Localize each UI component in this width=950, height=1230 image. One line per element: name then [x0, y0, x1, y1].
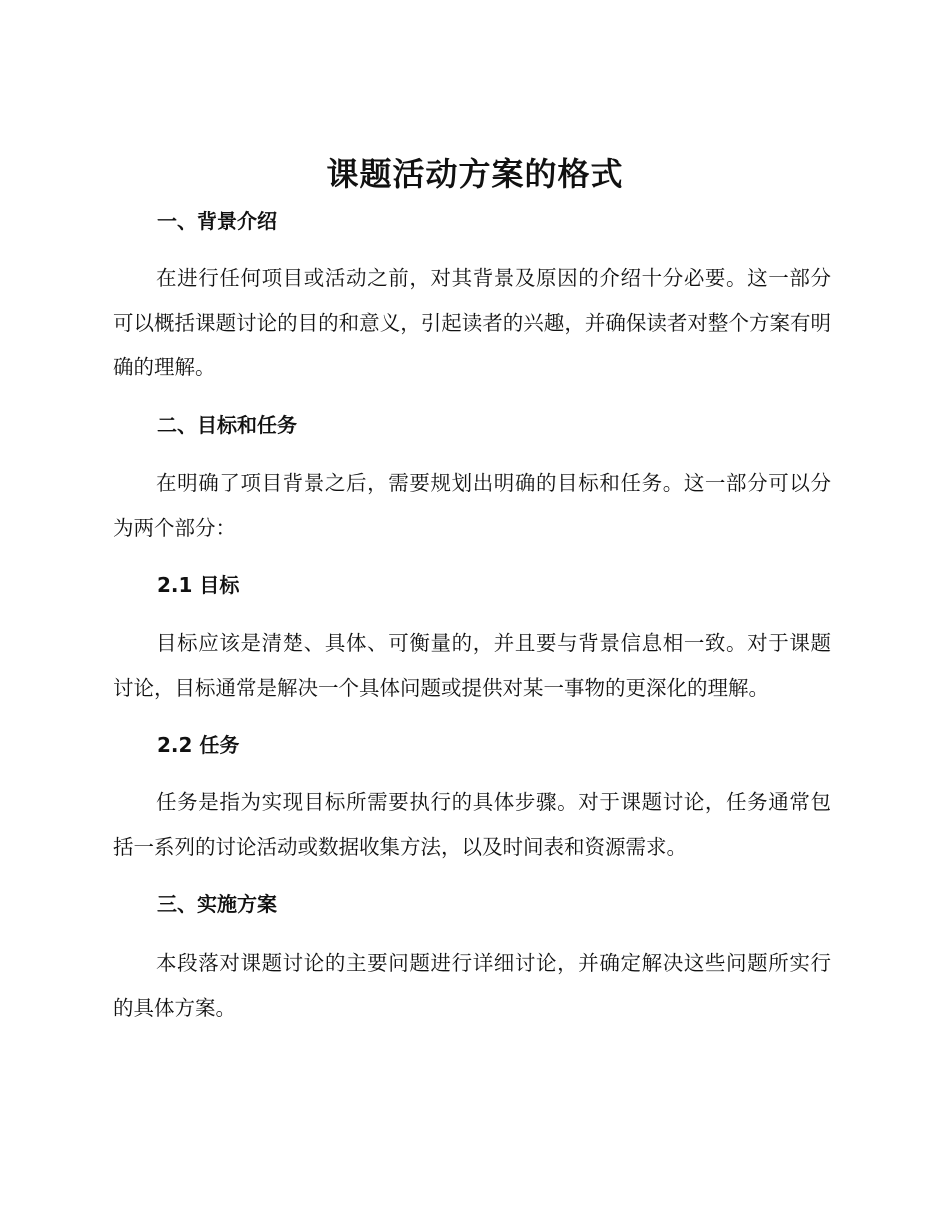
subsection-heading-tasks: 2.2 任务: [157, 733, 240, 757]
section-heading-goals-tasks: 二、目标和任务: [157, 413, 297, 437]
document-title: 课题活动方案的格式: [326, 155, 624, 193]
section-paragraph-implementation: 本段落对课题讨论的主要问题进行详细讨论，并确定解决这些问题所实行的具体方案。: [113, 951, 831, 1020]
subsection-heading-goals: 2.1 目标: [157, 573, 240, 597]
section-paragraph-background: 在进行任何项目或活动之前，对其背景及原因的介绍十分必要。这一部分可以概括课题讨论的目的和意义，引起读者的兴趣，并确保读者对整个方案有明确的理解。: [113, 266, 831, 379]
section-heading-background: 一、背景介绍: [157, 209, 277, 233]
section-heading-implementation: 三、实施方案: [157, 892, 277, 916]
section-paragraph-goals-tasks: 在明确了项目背景之后，需要规划出明确的目标和任务。这一部分可以分为两个部分：: [113, 471, 831, 540]
subsection-paragraph-tasks: 任务是指为实现目标所需要执行的具体步骤。对于课题讨论，任务通常包括一系列的讨论活动或数据收集方法，以及时间表和资源需求。: [113, 790, 831, 859]
subsection-paragraph-goals: 目标应该是清楚、具体、可衡量的，并且要与背景信息相一致。对于课题讨论，目标通常是解决一个具体问题或提供对某一事物的更深化的理解。: [113, 631, 831, 700]
